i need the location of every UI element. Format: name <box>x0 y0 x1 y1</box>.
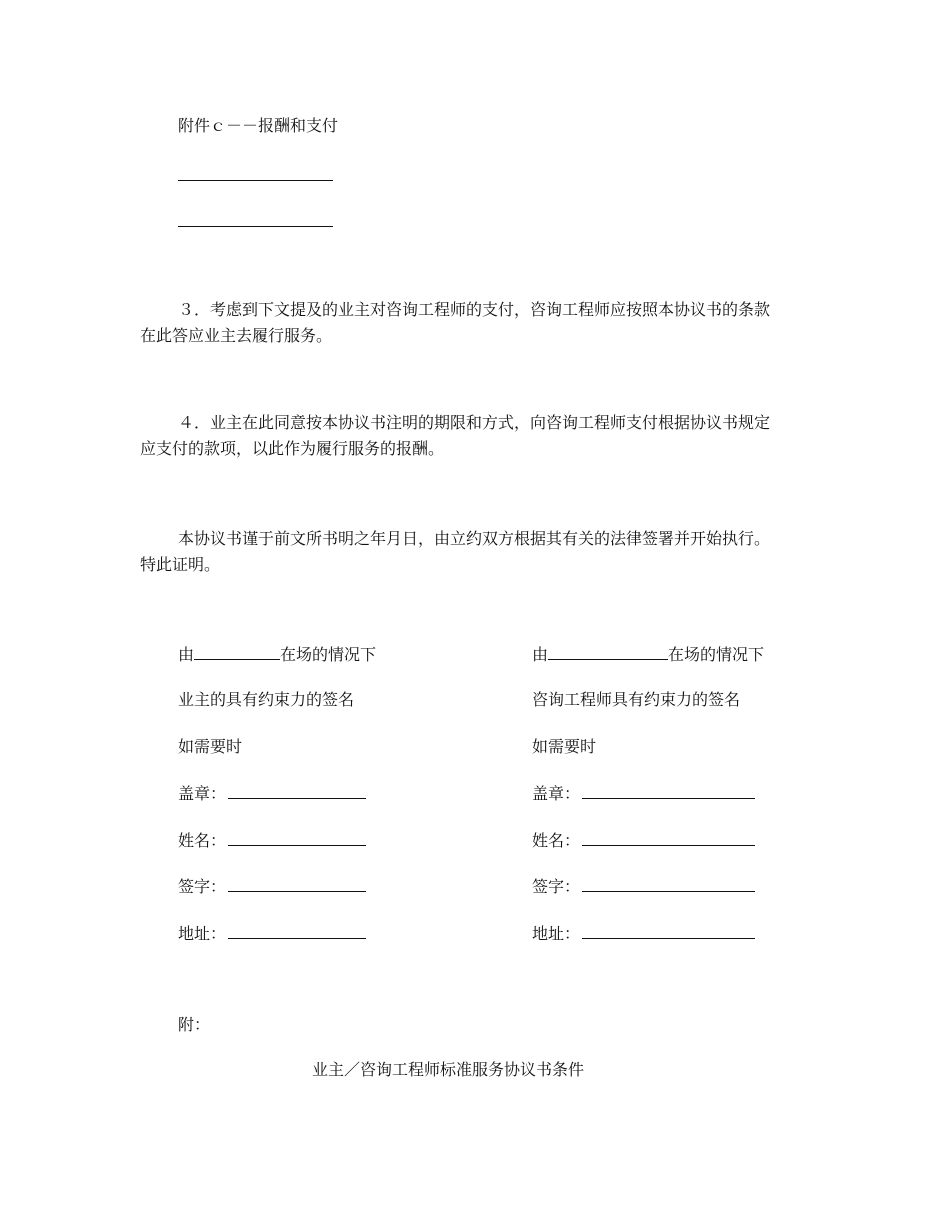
owner-sign-blank <box>228 876 366 892</box>
clause-4-text: ４．业主在此同意按本协议书注明的期限和方式，向咨询工程师支付根据协议书规定应支付的款项，以此作为履行服务的报酬。 <box>140 413 771 458</box>
engineer-sign-row <box>532 876 755 897</box>
engineer-name-label: 姓名： <box>532 831 581 850</box>
conditions-title: 业主／咨询工程师标准服务协议书条件 <box>312 1060 585 1079</box>
owner-name-blank <box>228 830 366 846</box>
engineer-address-row <box>532 923 755 944</box>
owner-seal-label: 盖章： <box>178 784 227 803</box>
attachment-c-line: 附件ｃ－－报酬和支付 <box>178 116 339 135</box>
engineer-signature-label: 咨询工程师具有约束力的签名 <box>532 690 741 709</box>
engineer-sign-blank <box>582 876 755 892</box>
engineer-name-row <box>532 830 755 851</box>
engineer-sign-label: 签字： <box>532 877 581 896</box>
engineer-seal-row <box>532 783 755 804</box>
engineer-seal-label: 盖章： <box>532 784 581 803</box>
owner-signature-label: 业主的具有约束力的签名 <box>178 690 355 709</box>
owner-sign-label: 签字： <box>178 877 227 896</box>
appendix-label: 附： <box>178 1015 211 1034</box>
engineer-address-label: 地址： <box>532 924 581 943</box>
clause-3 <box>140 297 780 349</box>
owner-name-row <box>178 830 366 851</box>
engineer-by-prefix: 由 <box>532 645 549 664</box>
owner-seal-row <box>178 783 366 804</box>
blank-line-2 <box>178 211 333 227</box>
engineer-seal-blank <box>582 783 755 799</box>
owner-witness-blank <box>194 644 280 660</box>
engineer-address-blank <box>582 923 755 939</box>
owner-address-label: 地址： <box>178 924 227 943</box>
engineer-witness-line <box>532 644 764 665</box>
engineer-name-blank <box>582 830 755 846</box>
owner-address-row <box>178 923 366 944</box>
owner-witness-line <box>178 644 376 665</box>
owner-if-required: 如需要时 <box>178 737 243 756</box>
witness-clause <box>140 526 780 578</box>
engineer-by-suffix: 在场的情况下 <box>668 645 765 664</box>
blank-line-1 <box>178 165 333 181</box>
engineer-witness-blank <box>548 644 668 660</box>
clause-4 <box>140 410 780 462</box>
engineer-if-required: 如需要时 <box>532 737 597 756</box>
clause-3-text: ３．考虑到下文提及的业主对咨询工程师的支付，咨询工程师应按照本协议书的条款在此答应业主去履行服务。 <box>140 300 771 345</box>
owner-name-label: 姓名： <box>178 831 227 850</box>
owner-by-prefix: 由 <box>178 645 195 664</box>
witness-text: 本协议书谨于前文所书明之年月日，由立约双方根据其有关的法律签署并开始执行。特此证明。 <box>140 529 771 574</box>
owner-by-suffix: 在场的情况下 <box>280 645 377 664</box>
owner-address-blank <box>228 923 366 939</box>
owner-sign-row <box>178 876 366 897</box>
owner-seal-blank <box>228 783 366 799</box>
